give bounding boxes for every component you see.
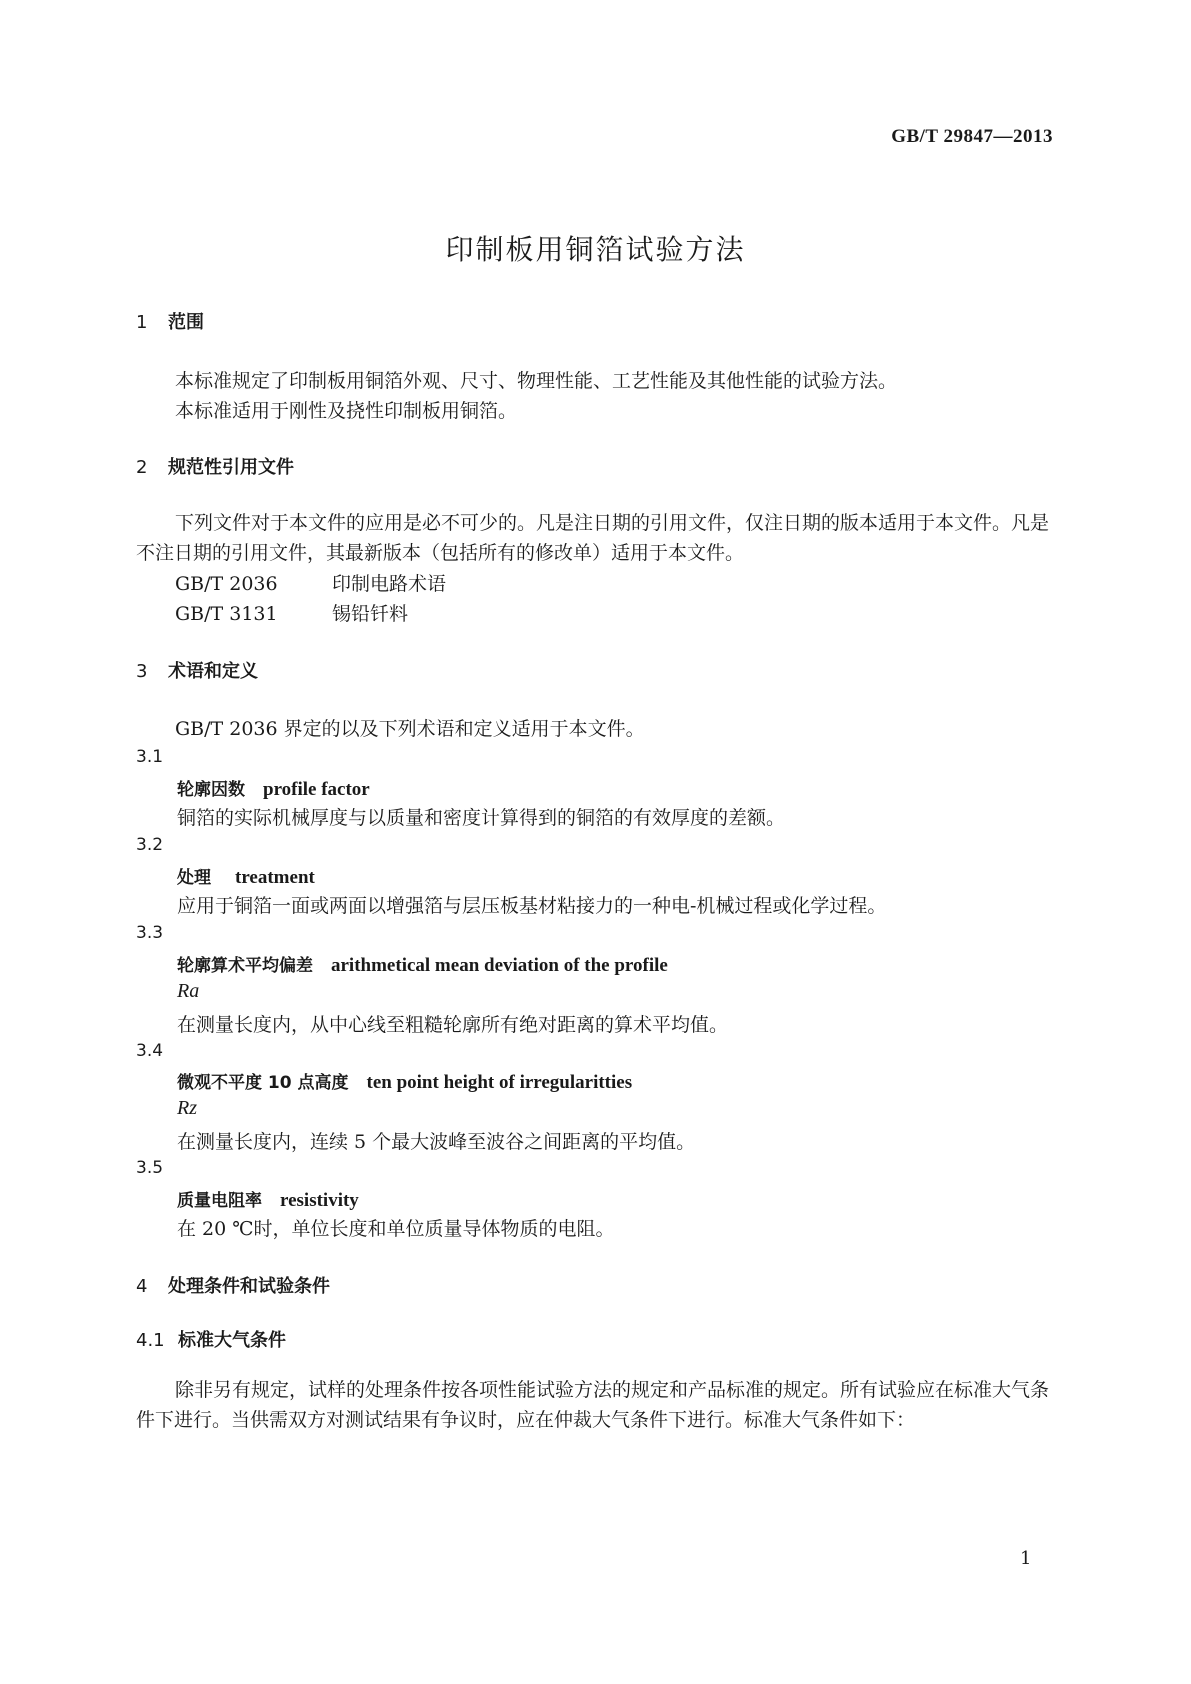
reference-code: GB/T 3131 bbox=[175, 603, 278, 625]
paragraph: 除非另有规定，试样的处理条件按各项性能试验方法的规定和产品标准的规定。所有试验应在标准大气条件下进行。当供需双方对测试结果有争议时，应在仲裁大气条件下进行。标准大气条件如下： bbox=[136, 1379, 1050, 1431]
term-number: 3.5 bbox=[136, 1158, 164, 1178]
term-symbol: Ra bbox=[177, 980, 200, 1002]
section-3-heading bbox=[136, 657, 258, 683]
term-chinese: 轮廓因数 bbox=[177, 780, 245, 800]
reference-title: 印制电路术语 bbox=[332, 573, 447, 595]
term-heading bbox=[177, 1068, 632, 1094]
term-number: 3.1 bbox=[136, 747, 164, 767]
section-number: 4 bbox=[136, 1276, 148, 1297]
paragraph: 本标准规定了印制板用铜箔外观、尺寸、物理性能、工艺性能及其他性能的试验方法。 bbox=[175, 370, 898, 392]
section-number: 1 bbox=[136, 312, 148, 333]
subsection-4-1-heading bbox=[136, 1326, 286, 1352]
subsection-number: 4.1 bbox=[136, 1330, 165, 1351]
term-number: 3.4 bbox=[136, 1041, 164, 1061]
section-title: 术语和定义 bbox=[168, 661, 258, 682]
term-english: ten point height of irregularitties bbox=[366, 1072, 633, 1093]
page-number: 1 bbox=[1020, 1548, 1032, 1569]
section-4-heading bbox=[136, 1272, 330, 1298]
term-definition: 铜箔的实际机械厚度与以质量和密度计算得到的铜箔的有效厚度的差额。 bbox=[177, 807, 786, 829]
term-definition: 在测量长度内，连续 5 个最大波峰至波谷之间距离的平均值。 bbox=[177, 1131, 696, 1153]
subsection-title: 标准大气条件 bbox=[178, 1330, 286, 1351]
paragraph: 本标准适用于刚性及挠性印制板用铜箔。 bbox=[175, 400, 518, 422]
reference-item bbox=[175, 599, 408, 626]
paragraph: GB/T 2036 界定的以及下列术语和定义适用于本文件。 bbox=[175, 718, 645, 740]
term-number: 3.2 bbox=[136, 835, 164, 855]
reference-item bbox=[175, 569, 446, 596]
term-chinese: 轮廓算术平均偏差 bbox=[177, 956, 313, 976]
term-definition: 在 20 ℃时，单位长度和单位质量导体物质的电阻。 bbox=[177, 1218, 615, 1240]
term-heading bbox=[177, 1186, 359, 1212]
term-chinese: 质量电阻率 bbox=[177, 1191, 262, 1211]
section-2-heading bbox=[136, 453, 294, 479]
term-heading bbox=[177, 775, 370, 801]
term-chinese: 微观不平度 10 点高度 bbox=[177, 1073, 349, 1093]
term-chinese: 处理 bbox=[177, 868, 211, 888]
reference-code: GB/T 2036 bbox=[175, 573, 278, 595]
term-symbol: Rz bbox=[177, 1097, 197, 1119]
term-definition: 应用于铜箔一面或两面以增强箔与层压板基材粘接力的一种电-机械过程或化学过程。 bbox=[177, 895, 887, 917]
section-number: 2 bbox=[136, 457, 148, 478]
term-number: 3.3 bbox=[136, 923, 164, 943]
section-1-heading bbox=[136, 308, 204, 334]
term-english: treatment bbox=[235, 867, 315, 888]
document-title: 印制板用铜箔试验方法 bbox=[445, 233, 746, 266]
term-heading bbox=[177, 951, 668, 977]
reference-title: 锡铅钎料 bbox=[332, 603, 409, 625]
section-number: 3 bbox=[136, 661, 148, 682]
section-title: 范围 bbox=[168, 312, 204, 333]
term-english: arithmetical mean deviation of the profile bbox=[331, 955, 668, 976]
term-definition: 在测量长度内，从中心线至粗糙轮廓所有绝对距离的算术平均值。 bbox=[177, 1014, 729, 1036]
term-english: resistivity bbox=[280, 1190, 359, 1211]
section-title: 规范性引用文件 bbox=[168, 457, 294, 478]
term-heading bbox=[177, 863, 315, 889]
standard-code: GB/T 29847—2013 bbox=[891, 126, 1053, 147]
section-title: 处理条件和试验条件 bbox=[168, 1276, 330, 1297]
paragraph: 下列文件对于本文件的应用是必不可少的。凡是注日期的引用文件，仅注日期的版本适用于本文件。凡是不注日期的引用文件，其最新版本（包括所有的修改单）适用于本文件。 bbox=[136, 512, 1050, 564]
term-english: profile factor bbox=[263, 779, 370, 800]
